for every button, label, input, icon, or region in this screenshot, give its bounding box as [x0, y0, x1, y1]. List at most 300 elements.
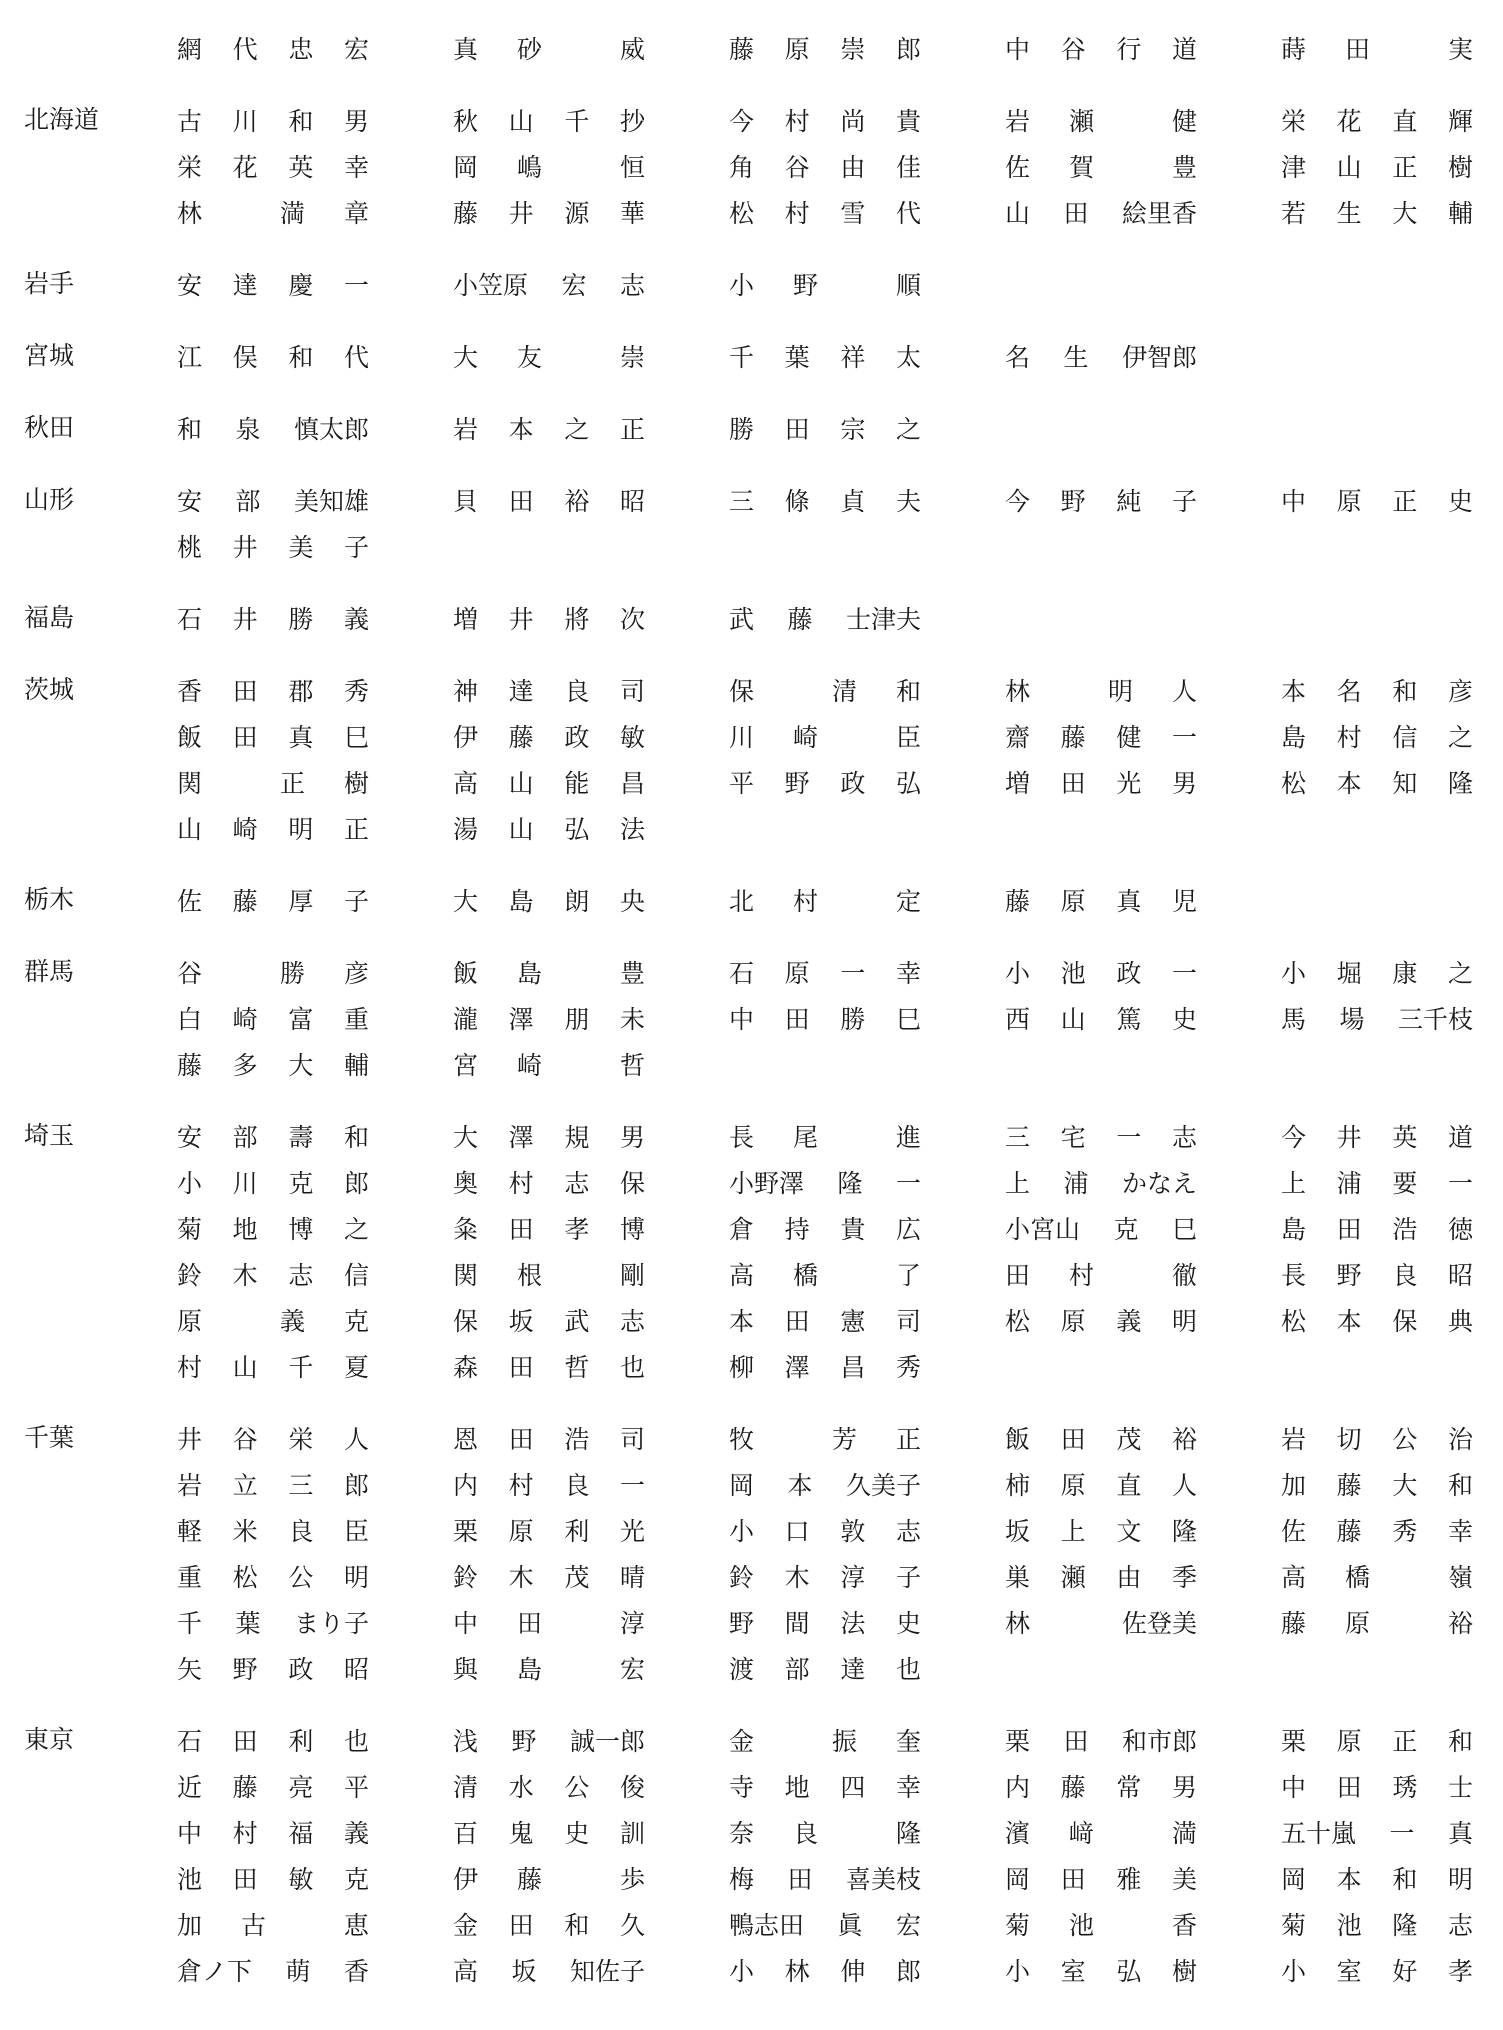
- name-part: 関: [453, 1261, 479, 1290]
- name-part: 義: [343, 605, 369, 634]
- name-part: 宏: [561, 271, 587, 300]
- name-part: 平: [343, 1773, 369, 1802]
- member-name: [729, 667, 921, 713]
- prefecture-group: [0, 1717, 1503, 1993]
- name-part: 巳: [1171, 1215, 1197, 1244]
- name-part: 岡: [1281, 1865, 1307, 1894]
- name-part: 憲: [840, 1307, 866, 1336]
- name-part: 江: [177, 343, 203, 372]
- name-part: 和: [564, 1911, 590, 1940]
- name-part: 木: [508, 1563, 534, 1592]
- name-part: 栗: [453, 1517, 479, 1546]
- name-part: 香: [177, 677, 203, 706]
- member-name: [453, 1507, 645, 1553]
- prefecture-group: [0, 667, 1503, 851]
- name-part: 小野澤: [729, 1169, 805, 1198]
- name-part: 郎: [343, 1169, 369, 1198]
- name-part: 人: [1171, 677, 1197, 706]
- prefecture-group: [0, 25, 1503, 71]
- name-part: 小: [1281, 959, 1307, 988]
- name-part: 伊智郎: [1121, 343, 1197, 372]
- member-name: [729, 1297, 921, 1343]
- name-part: 健: [1116, 723, 1142, 752]
- name-part: 名: [1336, 677, 1362, 706]
- roster-row: [0, 805, 1503, 851]
- name-part: 美: [1171, 1865, 1197, 1894]
- name-part: 央: [619, 887, 645, 916]
- name-part: 林: [1005, 1609, 1031, 1638]
- name-part: 上: [1281, 1169, 1307, 1198]
- member-name: [1005, 1855, 1197, 1901]
- name-part: 藤: [1336, 1517, 1362, 1546]
- member-name: [729, 1553, 921, 1599]
- name-part: 野: [232, 1655, 258, 1684]
- member-name: [1005, 877, 1197, 923]
- name-part: 澤: [508, 1005, 534, 1034]
- name-part: 奈: [729, 1819, 755, 1848]
- name-part: 栗: [1005, 1727, 1031, 1756]
- name-part: 網: [177, 35, 203, 64]
- name-part: 田: [232, 677, 258, 706]
- name-part: 宏: [895, 1911, 921, 1940]
- name-part: 貴: [840, 1215, 866, 1244]
- name-part: 一: [840, 959, 866, 988]
- name-part: 康: [1392, 959, 1418, 988]
- name-part: 政: [840, 769, 866, 798]
- name-part: 井: [232, 533, 258, 562]
- name-part: 伊: [453, 723, 479, 752]
- name-part: 也: [343, 1727, 369, 1756]
- member-name: [1281, 143, 1473, 189]
- name-part: 知: [1392, 769, 1418, 798]
- name-part: 岡: [453, 153, 479, 182]
- name-part: 隆: [895, 1819, 921, 1848]
- member-name: [1005, 759, 1197, 805]
- name-part: 浩: [1392, 1215, 1418, 1244]
- roster-row: [0, 97, 1503, 143]
- name-part: 一: [895, 1169, 921, 1198]
- name-part: 和: [1392, 1865, 1418, 1894]
- name-part: かなえ: [1121, 1169, 1197, 1198]
- name-part: 齋: [1005, 723, 1031, 752]
- roster-row: [0, 1763, 1503, 1809]
- member-name: [1005, 1763, 1197, 1809]
- name-part: 敦: [840, 1517, 866, 1546]
- name-part: 澤: [508, 1123, 534, 1152]
- name-part: 正: [1392, 487, 1418, 516]
- name-part: 佐: [1281, 1517, 1307, 1546]
- member-name: [453, 143, 645, 189]
- name-part: 藤: [232, 887, 258, 916]
- name-part: 松: [232, 1563, 258, 1592]
- name-part: 良: [564, 1471, 590, 1500]
- member-name: [177, 759, 369, 805]
- name-part: 芳: [831, 1425, 857, 1454]
- roster-row: [0, 189, 1503, 235]
- name-part: 濱: [1005, 1819, 1031, 1848]
- member-name: [729, 1809, 921, 1855]
- name-part: 美知雄: [293, 487, 369, 516]
- name-part: 鈴: [177, 1261, 203, 1290]
- roster-row: [0, 261, 1503, 307]
- name-part: 加: [1281, 1471, 1307, 1500]
- name-part: 場: [1339, 1005, 1365, 1034]
- name-part: 田: [1005, 1261, 1031, 1290]
- name-part: 原: [784, 959, 810, 988]
- name-part: 瀬: [1069, 107, 1095, 136]
- name-part: 子: [895, 1563, 921, 1592]
- name-part: 内: [453, 1471, 479, 1500]
- name-part: 古: [241, 1911, 267, 1940]
- member-name: [1281, 25, 1473, 71]
- member-name: [453, 1855, 645, 1901]
- member-name: [729, 143, 921, 189]
- name-part: 巳: [895, 1005, 921, 1034]
- name-part: 満: [279, 199, 305, 228]
- name-part: 之: [1447, 723, 1473, 752]
- roster-row: [0, 995, 1503, 1041]
- name-part: 了: [895, 1261, 921, 1290]
- member-name: [1281, 477, 1473, 523]
- name-part: 谷: [232, 1425, 258, 1454]
- name-part: 谷: [784, 153, 810, 182]
- name-part: 季: [1171, 1563, 1197, 1592]
- name-part: 増: [1005, 769, 1031, 798]
- member-name: [177, 1947, 369, 1993]
- name-part: 山: [1336, 153, 1362, 182]
- prefecture-group: [0, 405, 1503, 451]
- name-part: 水: [508, 1773, 534, 1802]
- name-part: 田: [1063, 199, 1089, 228]
- member-name: [453, 405, 645, 451]
- name-part: 﨑: [1069, 1819, 1095, 1848]
- name-part: 和: [288, 343, 314, 372]
- name-part: 藤: [517, 1865, 543, 1894]
- member-name: [1281, 1507, 1473, 1553]
- name-part: 坂: [1005, 1517, 1031, 1546]
- name-part: 重: [343, 1005, 369, 1034]
- member-name: [453, 477, 645, 523]
- name-part: 司: [619, 1425, 645, 1454]
- member-name: [177, 1763, 369, 1809]
- name-part: 淳: [619, 1609, 645, 1638]
- name-part: 眞: [837, 1911, 863, 1940]
- name-part: 本: [1336, 769, 1362, 798]
- name-part: 一: [343, 271, 369, 300]
- name-part: 上: [1005, 1169, 1031, 1198]
- name-part: 郎: [895, 35, 921, 64]
- prefecture-group: [0, 949, 1503, 1087]
- name-part: 順: [895, 271, 921, 300]
- member-name: [453, 261, 645, 307]
- name-part: 雅: [1116, 1865, 1142, 1894]
- name-part: 代: [232, 35, 258, 64]
- member-name: [177, 1297, 369, 1343]
- name-part: 田: [1063, 1727, 1089, 1756]
- name-part: 隆: [1392, 1911, 1418, 1940]
- name-part: 弘: [564, 815, 590, 844]
- name-part: 松: [1281, 1307, 1307, 1336]
- name-part: 高: [1281, 1563, 1307, 1592]
- name-part: 藤: [787, 605, 813, 634]
- member-name: [729, 1343, 921, 1389]
- name-part: 高: [453, 769, 479, 798]
- name-part: 村: [784, 107, 810, 136]
- name-part: 長: [729, 1123, 755, 1152]
- name-part: 博: [288, 1215, 314, 1244]
- name-part: 野: [793, 271, 819, 300]
- name-part: 崎: [232, 815, 258, 844]
- name-part: 義: [1116, 1307, 1142, 1336]
- member-name: [453, 25, 645, 71]
- member-name: [177, 1855, 369, 1901]
- name-part: 松: [729, 199, 755, 228]
- name-part: 克: [343, 1865, 369, 1894]
- name-part: 源: [564, 199, 590, 228]
- name-part: 寺: [729, 1773, 755, 1802]
- member-name: [453, 189, 645, 235]
- prefecture-group: [0, 261, 1503, 307]
- member-name: [177, 1717, 369, 1763]
- name-part: 幸: [895, 1773, 921, 1802]
- member-name: [1005, 1553, 1197, 1599]
- roster-row: [0, 949, 1503, 995]
- name-part: 田: [1345, 35, 1371, 64]
- name-part: 藤: [453, 199, 479, 228]
- name-part: 大: [288, 1051, 314, 1080]
- member-name: [1005, 1901, 1197, 1947]
- member-name: [1281, 1763, 1473, 1809]
- name-part: 倉ノ下: [177, 1957, 253, 1986]
- name-part: 広: [895, 1215, 921, 1244]
- name-part: 一: [1116, 1123, 1142, 1152]
- name-part: 根: [517, 1261, 543, 1290]
- name-part: 西: [1005, 1005, 1031, 1034]
- name-part: 人: [343, 1425, 369, 1454]
- name-part: 生: [1063, 343, 1089, 372]
- prefecture-label: 岩手: [24, 269, 75, 298]
- name-part: 貴: [895, 107, 921, 136]
- name-part: 湯: [453, 815, 479, 844]
- prefecture-label: 北海道: [24, 105, 100, 134]
- name-part: 崎: [517, 1051, 543, 1080]
- name-part: 秀: [1392, 1517, 1418, 1546]
- member-name: [729, 949, 921, 995]
- name-part: 臣: [895, 723, 921, 752]
- name-part: 井: [508, 605, 534, 634]
- member-name: [729, 97, 921, 143]
- member-name: [1005, 1809, 1197, 1855]
- name-part: 良: [1392, 1261, 1418, 1290]
- name-part: 次: [619, 605, 645, 634]
- name-part: 木: [784, 1563, 810, 1592]
- name-part: 和: [895, 677, 921, 706]
- name-part: 之: [1447, 959, 1473, 988]
- roster-row: [0, 1113, 1503, 1159]
- member-name: [1281, 97, 1473, 143]
- name-part: 佐: [1005, 153, 1031, 182]
- member-name: [729, 1855, 921, 1901]
- name-part: 未: [619, 1005, 645, 1034]
- name-part: 澤: [784, 1353, 810, 1382]
- name-part: 公: [288, 1563, 314, 1592]
- name-part: 宅: [1060, 1123, 1086, 1152]
- name-part: 將: [564, 605, 590, 634]
- name-part: 男: [1171, 769, 1197, 798]
- name-part: 多: [232, 1051, 258, 1080]
- name-part: 代: [343, 343, 369, 372]
- name-part: 條: [784, 487, 810, 516]
- name-part: 部: [784, 1655, 810, 1684]
- name-part: 四: [840, 1773, 866, 1802]
- name-part: 名: [1005, 343, 1031, 372]
- name-part: 政: [1116, 959, 1142, 988]
- name-part: 田: [508, 487, 534, 516]
- name-part: 克: [288, 1169, 314, 1198]
- name-part: 利: [564, 1517, 590, 1546]
- prefecture-group: [0, 477, 1503, 569]
- name-part: 井: [508, 199, 534, 228]
- name-part: 司: [895, 1307, 921, 1336]
- name-part: 昭: [1447, 1261, 1473, 1290]
- name-part: 田: [508, 1353, 534, 1382]
- member-name: [177, 1251, 369, 1297]
- name-part: 清: [453, 1773, 479, 1802]
- name-part: 藤: [177, 1051, 203, 1080]
- name-part: 子: [343, 887, 369, 916]
- roster-row: [0, 1461, 1503, 1507]
- member-name: [453, 1947, 645, 1993]
- member-name: [177, 1343, 369, 1389]
- member-name: [177, 1113, 369, 1159]
- name-part: 山: [508, 769, 534, 798]
- name-part: 木: [232, 1261, 258, 1290]
- name-part: 切: [1336, 1425, 1362, 1454]
- name-part: 島: [517, 1655, 543, 1684]
- name-part: 桃: [177, 533, 203, 562]
- member-name: [1005, 97, 1197, 143]
- name-part: 鈴: [729, 1563, 755, 1592]
- name-part: 久美子: [845, 1471, 921, 1500]
- name-part: 絵里香: [1121, 199, 1197, 228]
- name-part: 伸: [840, 1957, 866, 1986]
- name-part: 福: [288, 1819, 314, 1848]
- name-part: 山: [508, 107, 534, 136]
- name-part: 志: [619, 271, 645, 300]
- name-part: 達: [232, 271, 258, 300]
- name-part: 川: [232, 1169, 258, 1198]
- name-part: 大: [453, 1123, 479, 1152]
- name-part: 也: [895, 1655, 921, 1684]
- name-part: 常: [1116, 1773, 1142, 1802]
- member-name: [453, 949, 645, 995]
- name-part: 井: [232, 605, 258, 634]
- name-part: 能: [564, 769, 590, 798]
- name-part: 尚: [840, 107, 866, 136]
- member-name: [177, 1041, 369, 1087]
- name-part: 岩: [177, 1471, 203, 1500]
- name-part: 昌: [840, 1353, 866, 1382]
- name-part: 俊: [619, 1773, 645, 1802]
- member-name: [729, 1947, 921, 1993]
- name-part: 達: [508, 677, 534, 706]
- name-part: 樹: [1171, 1957, 1197, 1986]
- name-part: 田: [232, 1727, 258, 1756]
- name-part: 勝: [288, 605, 314, 634]
- name-part: 島: [517, 959, 543, 988]
- name-part: 史: [1171, 1005, 1197, 1034]
- name-part: 清: [831, 677, 857, 706]
- name-part: 一: [619, 1471, 645, 1500]
- member-name: [177, 25, 369, 71]
- member-name: [1005, 333, 1197, 379]
- name-part: 宗: [840, 415, 866, 444]
- name-part: 軽: [177, 1517, 203, 1546]
- name-part: 史: [1447, 487, 1473, 516]
- member-name: [1281, 1901, 1473, 1947]
- member-name: [177, 1415, 369, 1461]
- roster-row: [0, 1947, 1503, 1993]
- name-part: 佐: [177, 887, 203, 916]
- name-part: 隆: [837, 1169, 863, 1198]
- name-part: 三: [288, 1471, 314, 1500]
- member-name: [1281, 1599, 1473, 1645]
- name-part: 直: [1116, 1471, 1142, 1500]
- member-name: [1281, 1947, 1473, 1993]
- name-part: 義: [343, 1819, 369, 1848]
- roster-row: [0, 1041, 1503, 1087]
- roster-row: [0, 1855, 1503, 1901]
- name-part: 伊: [453, 1865, 479, 1894]
- name-part: 真: [1116, 887, 1142, 916]
- name-part: 恩: [453, 1425, 479, 1454]
- name-part: 部: [232, 1123, 258, 1152]
- member-name: [1005, 713, 1197, 759]
- member-name: [453, 1343, 645, 1389]
- name-part: 正: [895, 1425, 921, 1454]
- name-part: 崇: [840, 35, 866, 64]
- member-name: [1005, 25, 1197, 71]
- name-part: 口: [784, 1517, 810, 1546]
- name-part: 菊: [177, 1215, 203, 1244]
- member-name: [177, 713, 369, 759]
- name-part: 篤: [1116, 1005, 1142, 1034]
- name-part: 萌: [285, 1957, 311, 1986]
- member-name: [1281, 1251, 1473, 1297]
- name-part: 保: [729, 677, 755, 706]
- member-name: [453, 1297, 645, 1343]
- name-part: 和: [288, 107, 314, 136]
- name-part: 好: [1392, 1957, 1418, 1986]
- prefecture-label: 宮城: [24, 341, 75, 370]
- name-part: 村: [1069, 1261, 1095, 1290]
- name-part: 矢: [177, 1655, 203, 1684]
- name-part: 野: [1060, 487, 1086, 516]
- name-part: 小宮山: [1005, 1215, 1081, 1244]
- member-name: [453, 805, 645, 851]
- name-part: 喜美枝: [845, 1865, 921, 1894]
- name-part: 和: [343, 1123, 369, 1152]
- name-part: 義: [279, 1307, 305, 1336]
- name-part: 増: [453, 605, 479, 634]
- name-part: 林: [1005, 677, 1031, 706]
- name-part: 池: [1336, 1911, 1362, 1940]
- name-part: 樹: [1447, 153, 1473, 182]
- name-part: 美: [288, 533, 314, 562]
- member-name: [1281, 1717, 1473, 1763]
- name-part: 石: [177, 1727, 203, 1756]
- member-name: [729, 1113, 921, 1159]
